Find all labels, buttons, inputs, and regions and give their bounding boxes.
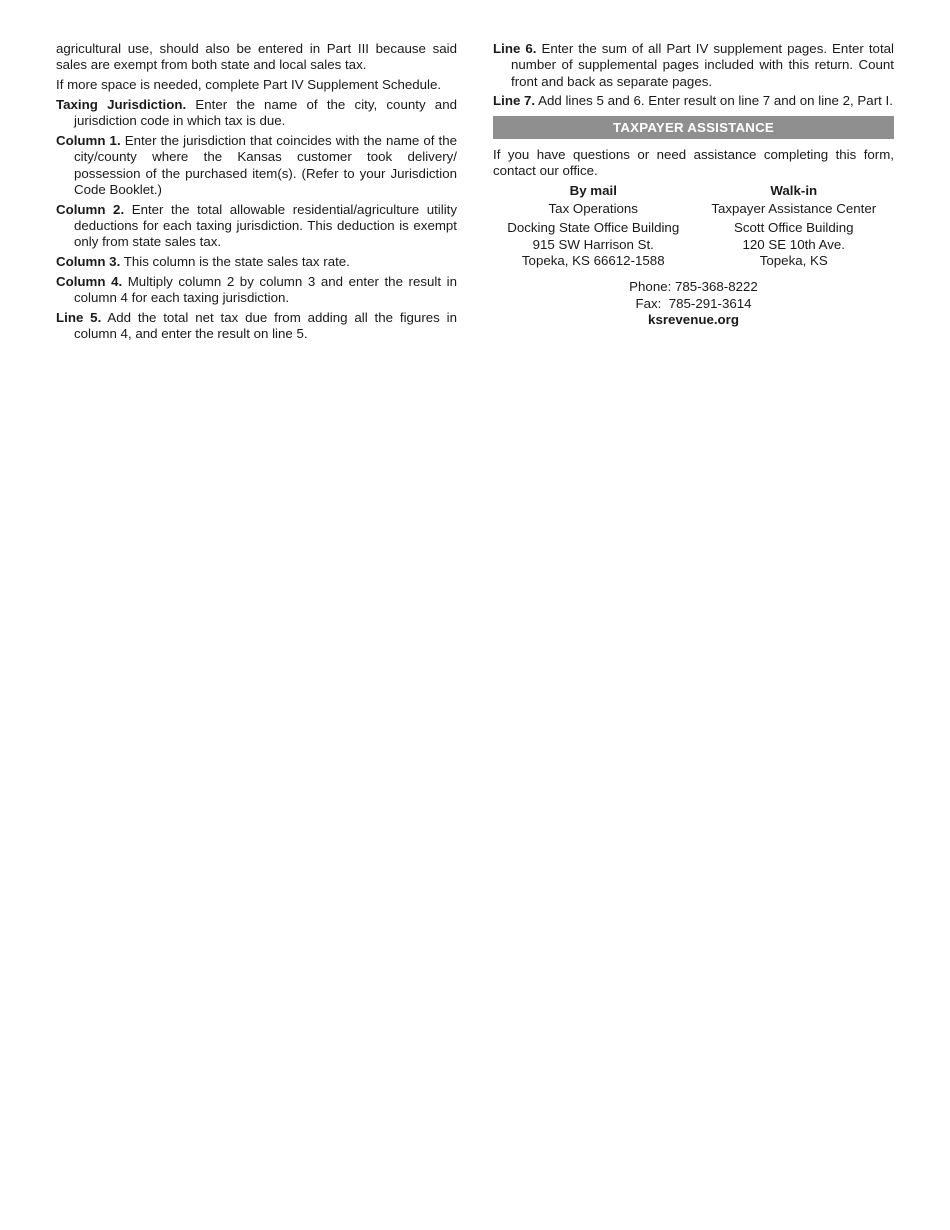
instruction-column-1 [56, 133, 457, 198]
walk-in-line: 120 SE 10th Ave. [742, 236, 846, 252]
mail-line: Topeka, KS 66612-1588 [521, 252, 665, 268]
instruction-text: Add the total net tax due from adding all the figures in column 4, and enter the result on line 5. [74, 309, 457, 342]
website-link[interactable]: ksrevenue.org [648, 311, 739, 327]
supplement-note: If more space is needed, complete Part IV Supplement Schedule. [56, 77, 442, 93]
instruction-term: Column 4. [56, 273, 123, 289]
instruction-line-6 [493, 41, 894, 90]
walk-in-line: Scott Office Building [734, 220, 854, 236]
phone-fax-web [493, 279, 894, 328]
by-mail-contact [493, 183, 694, 269]
right-column [493, 41, 894, 328]
instruction-term: Line 5. [56, 309, 102, 325]
instruction-text: This column is the state sales tax rate. [120, 254, 350, 270]
mail-line: 915 SW Harrison St. [532, 236, 654, 252]
instruction-column-2 [56, 202, 457, 251]
taxpayer-assistance-heading: TAXPAYER ASSISTANCE [493, 116, 894, 139]
instruction-column-4 [56, 274, 457, 307]
intro-paragraph: agricultural use, should also be entered in Part III because said sales are exempt from both state and local sales tax. [56, 41, 457, 73]
instruction-line-7 [493, 93, 894, 109]
instruction-term: Taxing Jurisdiction. [56, 96, 187, 112]
instruction-text: Enter the sum of all Part IV supplement pages. Enter total number of supplemental pages included with this return. Count front and back as separate pages. [511, 41, 894, 89]
phone-number: Phone: 785-368-8222 [629, 279, 758, 295]
instruction-term: Line 7. [493, 93, 536, 109]
instruction-term: Column 1. [56, 132, 121, 148]
walk-in-line: Taxpayer Assistance Center [711, 201, 877, 217]
walk-in-heading: Walk-in [770, 182, 818, 198]
instruction-line-5 [56, 310, 457, 343]
contact-options [493, 183, 894, 269]
instruction-term: Column 3. [56, 254, 121, 270]
instruction-term: Line 6. [493, 41, 537, 56]
instruction-text: Add lines 5 and 6. Enter result on line 7 and on line 2, Part I. [535, 93, 893, 109]
walk-in-line: Topeka, KS [759, 252, 828, 268]
instruction-text: Multiply column 2 by column 3 and enter the result in column 4 for each taxing jurisdiction. [74, 273, 457, 306]
fax-number: Fax: 785-291-3614 [635, 295, 752, 311]
mail-line: Docking State Office Building [507, 220, 680, 236]
instruction-text: Enter the total allowable residential/agriculture utility deductions for each taxing jurisdiction. This deduction is exempt only from state sales tax. [74, 201, 457, 250]
assistance-intro: If you have questions or need assistance completing this form, contact our office. [493, 146, 894, 178]
instruction-term: Column 2. [56, 201, 125, 217]
instruction-text: Enter the jurisdiction that coincides with the name of the city/county where the Kansas customer took delivery/ possession of the purchased item(s). (Refer to your Jurisdiction Code Booklet.) [74, 132, 457, 197]
walk-in-contact [694, 183, 895, 269]
left-column [56, 41, 457, 346]
instruction-text: Enter the name of the city, county and jurisdiction code in which tax is due. [74, 96, 457, 129]
instruction-taxing-jurisdiction [56, 97, 457, 130]
mail-line: Tax Operations [548, 201, 638, 217]
instruction-column-3 [56, 254, 457, 270]
by-mail-heading: By mail [569, 182, 617, 198]
